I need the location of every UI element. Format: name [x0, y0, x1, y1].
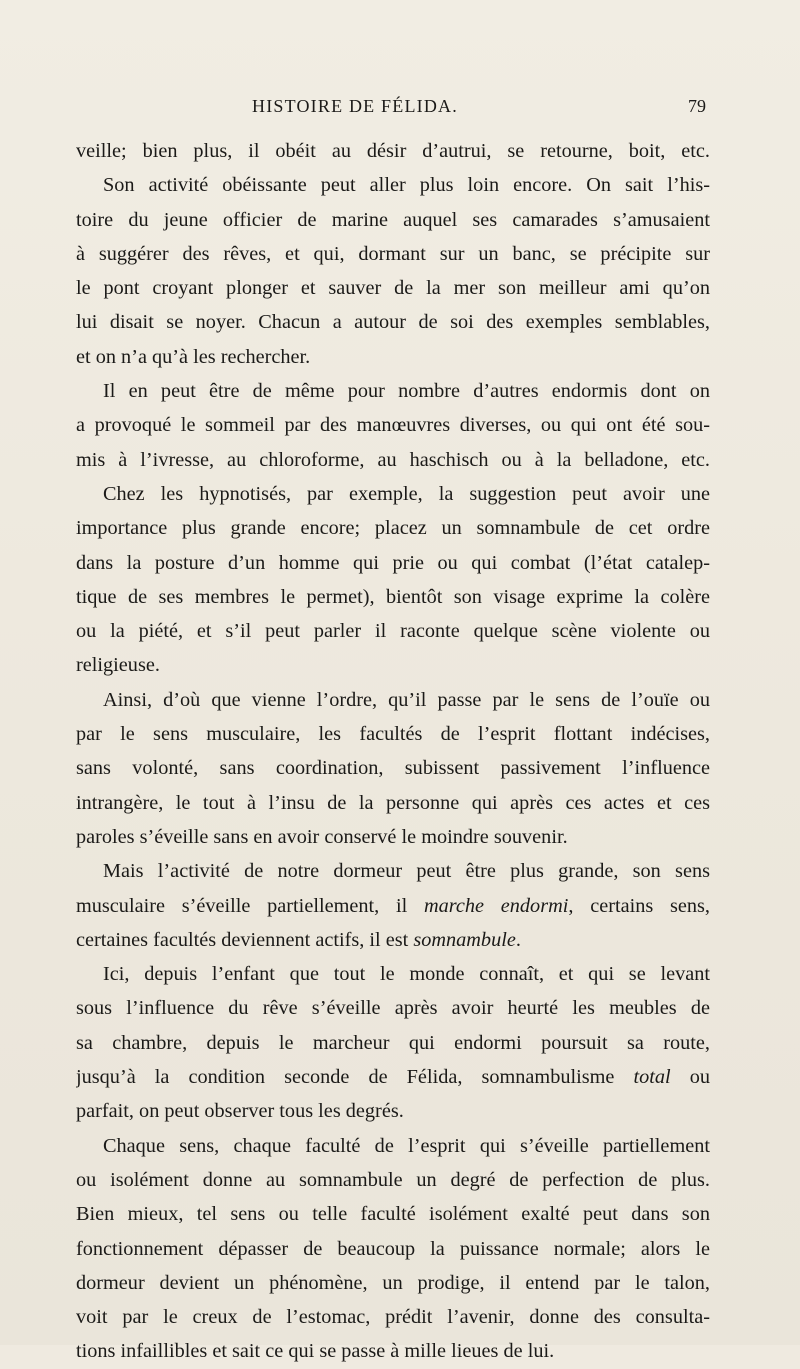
text-line: Chez les hypnotisés, par exemple, la suggestion peut avoir une [103, 482, 710, 505]
text-line: religieuse. [76, 654, 160, 677]
italic-text: total [633, 1066, 671, 1089]
text-segment: . [515, 928, 521, 951]
text-line: importance plus grande encore; placez un somnambule de cet ordre [76, 517, 710, 540]
text-line: Ici, depuis l’enfant que tout le monde connaît, et qui se levant [103, 963, 710, 986]
text-line: voit par le creux de l’estomac, prédit l’avenir, donne des consulta- [76, 1306, 710, 1329]
text-line: intrangère, le tout à l’insu de la personne qui après ces actes et ces [76, 791, 710, 814]
text-line: tique de ses membres le permet), bientôt son visage exprime la colère [76, 585, 710, 608]
text-line: toire du jeune officier de marine auquel ses camarades s’amusaient [76, 208, 710, 231]
text-line: Il en peut être de même pour nombre d’autres endormis dont on [103, 380, 710, 403]
text-line: parfait, on peut observer tous les degrés. [76, 1100, 404, 1123]
text-segment: musculaire s’éveille partiellement, il [76, 894, 424, 917]
text-line: tions infaillibles et sait ce qui se passe à mille lieues de lui. [76, 1340, 555, 1363]
italic-text: somnambule [413, 928, 516, 951]
text-line: ou la piété, et s’il peut parler il raconte quelque scène violente ou [76, 620, 710, 643]
italic-text: marche endormi [423, 894, 569, 917]
text-line: dormeur devient un phénomène, un prodige, il entend par le talon, [76, 1271, 710, 1294]
text-line: Ainsi, d’où que vienne l’ordre, qu’il passe par le sens de l’ouïe ou [103, 688, 710, 711]
text-line: fonctionnement dépasser de beaucoup la puissance normale; alors le [76, 1237, 710, 1260]
text-segment: ou [670, 1066, 710, 1089]
text-line [76, 923, 710, 957]
text-line: Chaque sens, chaque faculté de l’esprit qui s’éveille partiellement [103, 1134, 710, 1157]
text-line: Son activité obéissante peut aller plus loin encore. On sait l’his- [103, 174, 710, 197]
text-line: le pont croyant plonger et sauver de la mer son meilleur ami qu’on [76, 277, 710, 300]
text-line: Bien mieux, tel sens ou telle faculté isolément exalté peut dans son [76, 1203, 710, 1226]
text-line: a provoqué le sommeil par des manœuvres diverses, ou qui ont été sou- [76, 414, 710, 437]
body-text [76, 134, 710, 1369]
running-header [76, 96, 706, 126]
text-line: et on n’a qu’à les rechercher. [76, 345, 311, 368]
running-title: HISTOIRE DE FÉLIDA. [252, 96, 458, 116]
text-line: par le sens musculaire, les facultés de l’esprit flottant indécises, [76, 723, 710, 746]
text-line: sa chambre, depuis le marcheur qui endormi poursuit sa route, [76, 1031, 710, 1054]
text-segment: , certains sens, [568, 894, 710, 917]
text-line: veille; bien plus, il obéit au désir d’autrui, se retourne, boit, etc. [76, 140, 710, 162]
text-line: paroles s’éveille sans en avoir conservé le moindre souvenir. [76, 825, 568, 848]
text-line: Mais l’activité de notre dormeur peut être plus grande, son sens [103, 860, 710, 883]
text-line: lui disait se noyer. Chacun a autour de soi des exemples semblables, [76, 311, 710, 334]
text-line: dans la posture d’un homme qui prie ou qui combat (l’état catalep- [76, 551, 710, 574]
text-line [76, 1060, 710, 1094]
text-line [76, 889, 710, 923]
page-number: 79 [688, 96, 706, 116]
text-line: sous l’influence du rêve s’éveille après avoir heurté les meubles de [76, 997, 710, 1020]
text-line: ou isolément donne au somnambule un degré de perfection de plus. [76, 1168, 710, 1191]
text-segment: certaines facultés deviennent actifs, il est [76, 928, 414, 951]
text-segment: jusqu’à la condition seconde de Félida, somnambulisme [76, 1066, 634, 1089]
text-line: mis à l’ivresse, au chloroforme, au haschisch ou à la belladone, etc. [76, 448, 710, 471]
text-line: sans volonté, sans coordination, subissent passivement l’influence [76, 757, 710, 780]
text-line: à suggérer des rêves, et qui, dormant sur un banc, se précipite sur [76, 242, 710, 265]
